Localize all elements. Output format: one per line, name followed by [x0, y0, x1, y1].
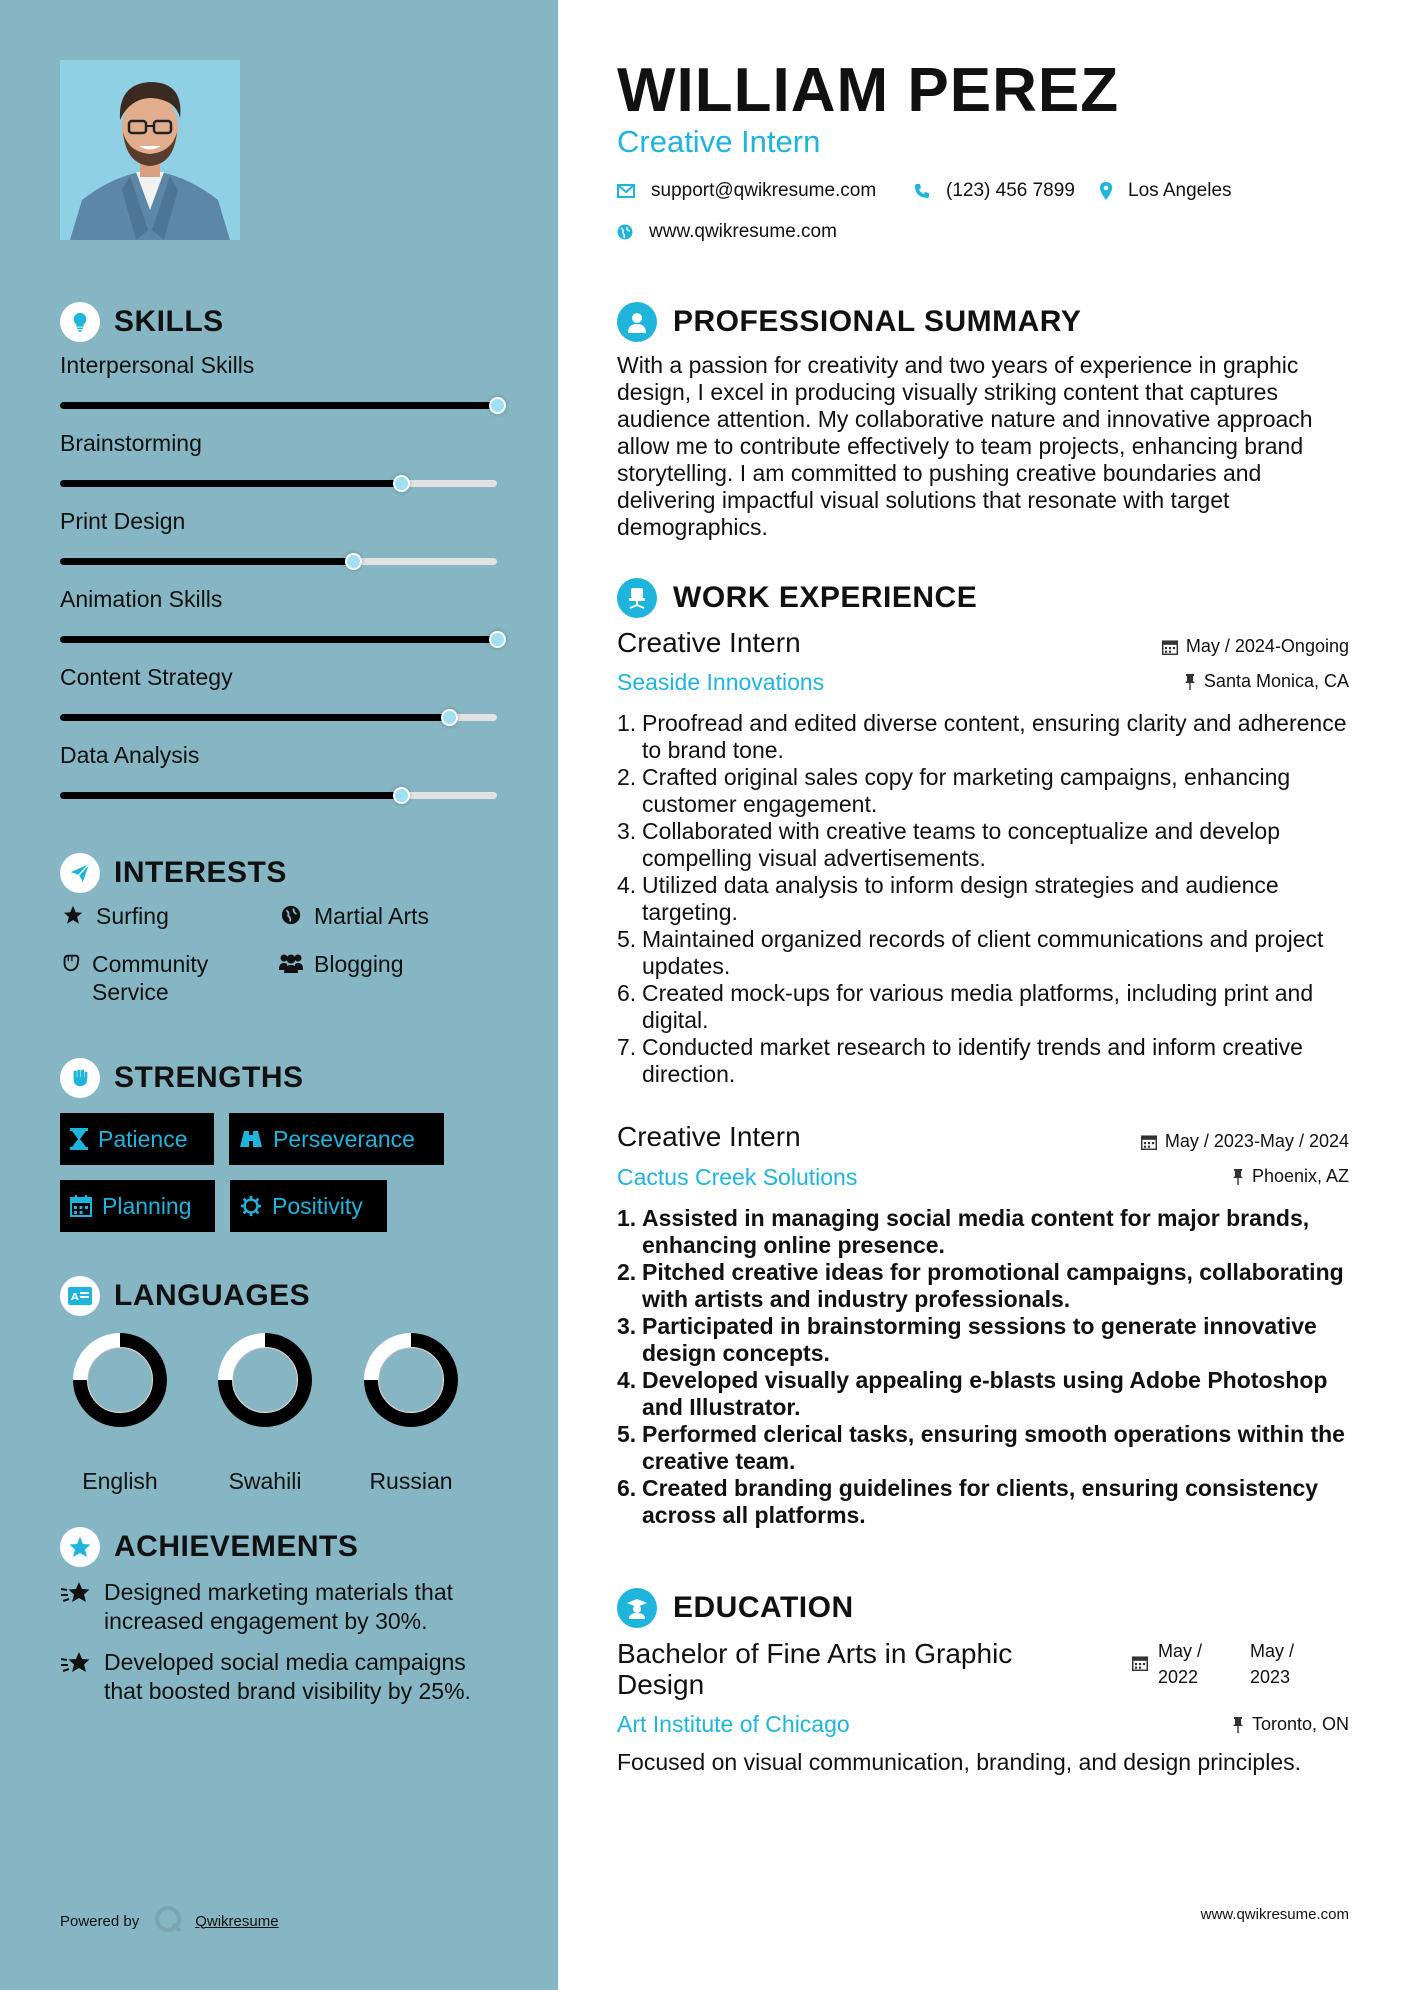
interest-item: Surfing: [60, 902, 169, 930]
section-title: PROFESSIONAL SUMMARY: [673, 305, 1082, 338]
section-title: SKILLS: [114, 305, 224, 338]
job-location: Santa Monica, CA: [1184, 671, 1349, 692]
strength-badge: Positivity: [230, 1180, 387, 1232]
contact-website[interactable]: www.qwikresume.com: [617, 221, 837, 243]
skill-level-handle: [345, 553, 362, 570]
list-item: [617, 710, 1362, 764]
education-description: Focused on visual communication, branding, and design principles.: [617, 1749, 1302, 1775]
skill-track: [60, 714, 497, 721]
list-number: 1.: [617, 710, 637, 736]
list-text: Pitched creative ideas for promotional campaigns, collaborating with artists and industry professionals.: [642, 1259, 1344, 1312]
profile-photo: [60, 60, 240, 240]
star-icon: [60, 902, 86, 926]
skill-level-handle: [489, 397, 506, 414]
language-level-ring: [217, 1332, 313, 1428]
job-duties-list: [617, 1205, 1362, 1529]
list-item: [617, 1475, 1362, 1529]
list-number: 5.: [617, 926, 637, 952]
map-pin-icon: [1100, 182, 1112, 200]
list-number: 7.: [617, 1034, 637, 1060]
list-item: [617, 1205, 1362, 1259]
list-text: Collaborated with creative teams to conceptualize and develop compelling visual advertisements.: [642, 818, 1280, 871]
calendar-icon: [1162, 639, 1178, 655]
user-icon: [617, 302, 657, 342]
section-title: STRENGTHS: [114, 1061, 304, 1094]
list-item: [617, 1259, 1362, 1313]
list-number: 2.: [617, 764, 637, 790]
graduate-icon: [617, 1588, 657, 1628]
phone-icon: [914, 183, 930, 199]
section-title: INTERESTS: [114, 856, 287, 889]
candidate-name: WILLIAM PEREZ: [617, 56, 1120, 125]
education-location: Toronto, ON: [1232, 1714, 1349, 1735]
skill-name: Animation Skills: [60, 586, 223, 612]
powered-by: Powered by Qwikresume: [60, 1904, 279, 1938]
skill-level-bar: [60, 558, 353, 565]
gear-icon: [240, 1195, 262, 1217]
contact-location: Los Angeles: [1100, 180, 1232, 202]
language-name: Swahili: [228, 1468, 302, 1494]
skill-track: [60, 480, 497, 487]
education-date-start: May / 2022: [1132, 1638, 1218, 1690]
education-heading: [617, 1588, 854, 1628]
lightbulb-icon: [60, 302, 100, 342]
list-text: Conducted market research to identify trends and inform creative direction.: [642, 1034, 1303, 1087]
ring-center: [233, 1348, 297, 1412]
language-level-ring: [72, 1332, 168, 1428]
ring-center: [379, 1348, 443, 1412]
skill-name: Brainstorming: [60, 430, 202, 456]
strength-badge: Perseverance: [229, 1113, 444, 1165]
section-title: ACHIEVEMENTS: [114, 1530, 359, 1563]
list-number: 1.: [617, 1205, 637, 1231]
skill-name: Print Design: [60, 508, 186, 534]
office-chair-icon: [617, 578, 657, 618]
skill-item: [60, 664, 500, 691]
skill-name: Data Analysis: [60, 742, 200, 768]
list-item: [617, 926, 1362, 980]
interests-heading: [60, 853, 287, 893]
list-number: 5.: [617, 1421, 637, 1447]
list-item: [617, 764, 1362, 818]
skill-track: [60, 636, 497, 643]
list-item: [617, 1367, 1362, 1421]
summary-text: With a passion for creativity and two years of experience in graphic design, I excel in producing visually striking content that captures audience attention. My collaborative nature and innovative approach allow me to contribute effectively to team projects, enhancing brand storytelling. I am committed to pushing creative boundaries and delivering impactful visual solutions that resonate with target demographics.: [617, 352, 1313, 540]
skill-item: [60, 742, 500, 769]
list-text: Utilized data analysis to inform design strategies and audience targeting.: [642, 872, 1279, 925]
list-number: 4.: [617, 1367, 637, 1393]
skill-name: Interpersonal Skills: [60, 352, 255, 378]
list-number: 3.: [617, 818, 637, 844]
footer-website-link[interactable]: www.qwikresume.com: [1200, 1906, 1349, 1923]
svg-text:A: A: [71, 1292, 79, 1303]
envelope-icon: [617, 184, 635, 198]
language-name: Russian: [369, 1468, 453, 1494]
strength-badge: Planning: [60, 1180, 215, 1232]
skill-name: Content Strategy: [60, 664, 233, 690]
skill-level-bar: [60, 636, 497, 643]
interest-item: Blogging: [278, 950, 404, 978]
list-item: [617, 980, 1362, 1034]
list-number: 2.: [617, 1259, 637, 1285]
language-item: [60, 1332, 180, 1495]
skill-track: [60, 402, 497, 409]
list-text: Created mock-ups for various media platforms, including print and digital.: [642, 980, 1314, 1033]
hourglass-icon: [70, 1128, 88, 1150]
degree-title: Bachelor of Fine Arts in Graphic Design: [617, 1638, 1013, 1700]
globe-icon: [617, 224, 633, 240]
job-company: Seaside Innovations: [617, 669, 825, 695]
language-item: [351, 1332, 471, 1495]
skill-level-handle: [393, 787, 410, 804]
list-text: Created branding guidelines for clients, ensuring consistency across all platforms.: [642, 1475, 1319, 1528]
sidebar: [0, 0, 558, 1990]
users-icon: [278, 950, 304, 974]
fist-icon: [60, 1058, 100, 1098]
skill-item: [60, 352, 500, 379]
section-title: EDUCATION: [673, 1591, 854, 1624]
school-name: Art Institute of Chicago: [617, 1711, 850, 1737]
list-item: [617, 872, 1362, 926]
list-number: 6.: [617, 1475, 637, 1501]
languages-heading: [60, 1276, 310, 1316]
star-burst-icon: [60, 1578, 94, 1636]
hand-icon: [60, 950, 82, 974]
skill-level-handle: [441, 709, 458, 726]
list-item: [617, 1313, 1362, 1367]
language-item: [205, 1332, 325, 1495]
calendar-icon: [70, 1195, 92, 1217]
skill-level-bar: [60, 792, 401, 799]
skills-heading: [60, 302, 224, 342]
interest-item: Martial Arts: [278, 902, 429, 930]
skill-track: [60, 792, 497, 799]
language-card-icon: [60, 1276, 100, 1316]
skill-item: [60, 508, 500, 535]
list-text: Maintained organized records of client communications and project updates.: [642, 926, 1324, 979]
ring-center: [88, 1348, 152, 1412]
job-title: Creative Intern: [617, 627, 801, 658]
section-title: WORK EXPERIENCE: [673, 581, 978, 614]
contact-phone[interactable]: (123) 456 7899: [914, 180, 1075, 202]
achievement-item: Developed social media campaigns that boosted brand visibility by 25%.: [60, 1648, 510, 1706]
skill-level-handle: [489, 631, 506, 648]
contact-email[interactable]: support@qwikresume.com: [617, 180, 876, 202]
list-item: [617, 1421, 1362, 1475]
pushpin-icon: [1232, 1169, 1244, 1185]
job-company: Cactus Creek Solutions: [617, 1164, 858, 1190]
job-location: Phoenix, AZ: [1232, 1166, 1349, 1187]
strengths-heading: [60, 1058, 304, 1098]
calendar-icon: [1132, 1638, 1148, 1690]
education-date-end: May / 2023: [1250, 1641, 1295, 1687]
pushpin-icon: [1184, 674, 1196, 690]
list-text: Participated in brainstorming sessions to generate innovative design concepts.: [642, 1313, 1317, 1366]
list-text: Proofread and edited diverse content, ensuring clarity and adherence to brand tone.: [642, 710, 1347, 763]
binoculars-icon: [239, 1129, 263, 1149]
job-date: May / 2024-Ongoing: [1162, 636, 1349, 657]
list-item: [617, 1034, 1362, 1088]
language-name: English: [82, 1468, 158, 1494]
language-level-ring: [363, 1332, 459, 1428]
achievement-item: Designed marketing materials that increased engagement by 30%.: [60, 1578, 510, 1636]
skill-track: [60, 558, 497, 565]
experience-heading: [617, 578, 977, 618]
list-number: 4.: [617, 872, 637, 898]
section-title: LANGUAGES: [114, 1279, 311, 1312]
list-number: 6.: [617, 980, 637, 1006]
job-duties-list: [617, 710, 1362, 1088]
strength-badge: Patience: [60, 1113, 214, 1165]
candidate-role: Creative Intern: [617, 124, 821, 159]
skill-level-handle: [393, 475, 410, 492]
list-text: Assisted in managing social media content for major brands, enhancing online presence.: [642, 1205, 1310, 1258]
paper-plane-icon: [60, 853, 100, 893]
list-text: Performed clerical tasks, ensuring smooth operations within the creative team.: [642, 1421, 1345, 1474]
skill-level-bar: [60, 714, 449, 721]
qwikresume-logo-icon: [153, 1904, 183, 1938]
star-badge-icon: [60, 1527, 100, 1567]
qwikresume-link[interactable]: Qwikresume: [195, 1912, 279, 1930]
skill-level-bar: [60, 402, 497, 409]
list-text: Crafted original sales copy for marketing campaigns, enhancing customer engagement.: [642, 764, 1291, 817]
job-date: May / 2023-May / 2024: [1141, 1131, 1349, 1152]
skill-item: [60, 586, 500, 613]
list-item: [617, 818, 1362, 872]
calendar-icon: [1141, 1134, 1157, 1150]
job-title: Creative Intern: [617, 1121, 801, 1152]
list-number: 3.: [617, 1313, 637, 1339]
achievements-heading: [60, 1527, 358, 1567]
globe-icon: [278, 902, 304, 926]
summary-heading: [617, 302, 1081, 342]
list-text: Developed visually appealing e-blasts using Adobe Photoshop and Illustrator.: [642, 1367, 1328, 1420]
pushpin-icon: [1232, 1717, 1244, 1733]
skill-item: [60, 430, 500, 457]
star-burst-icon: [60, 1648, 94, 1706]
skill-level-bar: [60, 480, 401, 487]
interest-item: Community Service: [60, 950, 260, 1006]
